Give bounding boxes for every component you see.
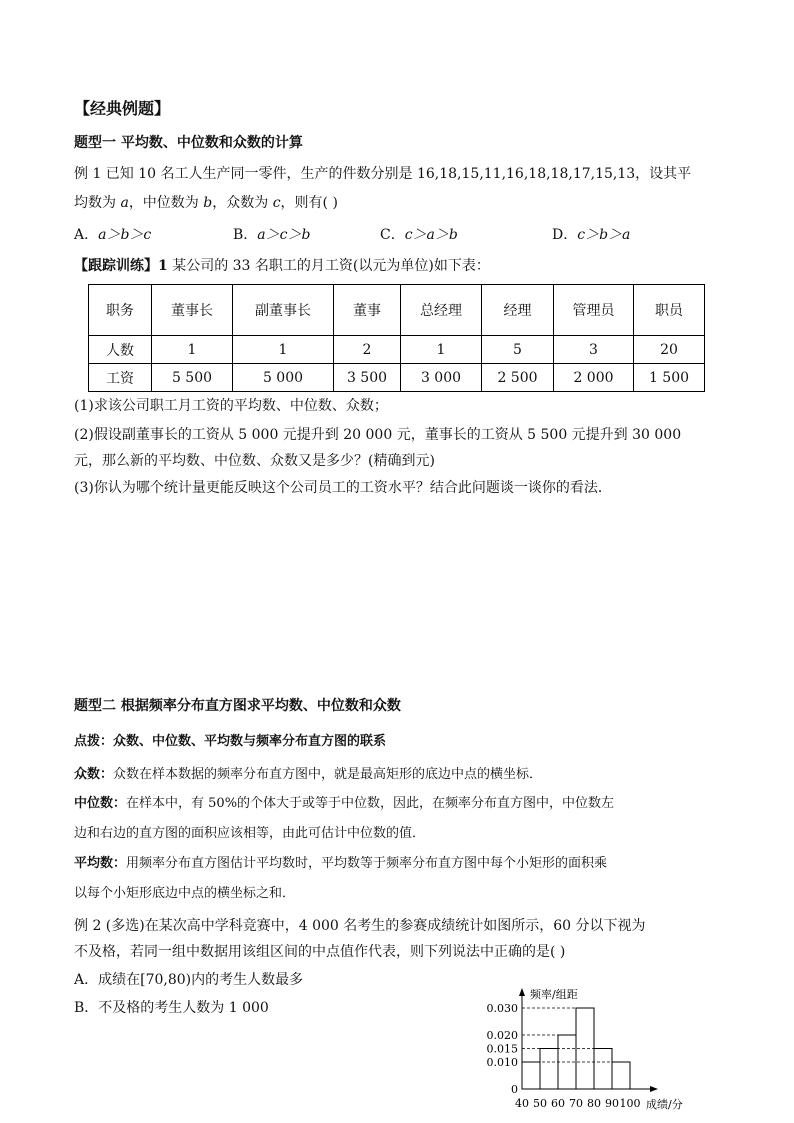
option-c: [380, 225, 458, 245]
mode-line: [74, 763, 542, 782]
median-line2: 边和右边的直方图的面积应该相等，由此可估计中位数的值．: [74, 826, 426, 841]
histogram-bar: [612, 1062, 630, 1089]
table-cell: 管理员: [554, 285, 634, 336]
practice-text: 某公司的 33 名职工的月工资(以元为单位)如下表：: [167, 258, 490, 274]
table-cell: 5 500: [152, 364, 233, 392]
var-c: c: [272, 195, 281, 211]
question-2-line1: (2)假设副董事长的工资从 5 000 元提升到 20 000 元，董事长的工资从 5 500 元提升到 30 000: [74, 427, 682, 443]
option-b-label: B．: [233, 227, 258, 243]
x-tick-label: 80: [587, 1097, 601, 1110]
x-axis-label: 成绩/分: [646, 1098, 683, 1111]
example2-line1: 例 2 (多选)在某次高中学科竞赛中，4 000 名考生的参赛成绩统计如图所示，60 分以下视为: [74, 918, 646, 934]
example2-option-b: B．不及格的考生人数为 1 000: [74, 1000, 269, 1016]
x-tick-label: 50: [533, 1097, 547, 1110]
x-tick-label: 100: [619, 1097, 641, 1110]
option-d-text: c＞b＞a: [577, 227, 631, 243]
option-d-label: D．: [552, 227, 578, 243]
table-cell: 董事: [334, 285, 401, 336]
histogram-bar: [594, 1049, 612, 1090]
example1-text-d: ，则有( ): [280, 195, 338, 211]
table-cell: 总经理: [401, 285, 482, 336]
type2-title: 题型二 根据频率分布直方图求平均数、中位数和众数: [74, 698, 401, 714]
table-cell: 职员: [634, 285, 705, 336]
option-b-text: a＞c＞b: [257, 227, 311, 243]
table-cell: 5 000: [233, 364, 334, 392]
example2-line2: 不及格，若同一组中数据用该组区间的中点值作代表，则下列说法中正确的是( ): [74, 944, 566, 960]
mean-line1: [74, 852, 607, 871]
example2-option-a: A．成绩在[70,80)内的考生人数最多: [74, 972, 304, 988]
option-a-label: A．: [74, 227, 99, 243]
histogram-bar: [540, 1049, 558, 1090]
question-3: (3)你认为哪个统计量更能反映这个公司员工的工资水平？结合此问题谈一谈你的看法．: [74, 480, 612, 496]
example1-text-c: ，众数为: [212, 195, 273, 211]
question-1: (1)求该公司职工月工资的平均数、中位数、众数；: [74, 398, 388, 414]
frequency-histogram: [470, 982, 720, 1122]
table-cell: 1: [233, 336, 334, 364]
table-cell: 职务: [89, 285, 152, 336]
table-cell: 5: [482, 336, 554, 364]
table-cell: 2 000: [554, 364, 634, 392]
origin-label: 0: [511, 1083, 518, 1096]
option-b: [233, 225, 310, 245]
median-label: 中位数：: [74, 796, 127, 811]
x-tick-label: 90: [605, 1097, 619, 1110]
y-axis-arrow: [519, 988, 525, 996]
question-2-line2: 元，那么新的平均数、中位数、众数又是多少？(精确到元): [74, 453, 435, 469]
x-tick-label: 60: [551, 1097, 565, 1110]
table-row-count: [89, 336, 705, 364]
y-tick-label: 0.030: [486, 1002, 518, 1015]
option-a: [74, 225, 151, 245]
example1-line2: [74, 193, 338, 213]
y-tick-label: 0.020: [486, 1029, 518, 1042]
mode-label: 众数：: [74, 767, 114, 782]
tip-line: 点拨：众数、中位数、平均数与频率分布直方图的联系: [74, 734, 387, 749]
table-row-wage: [89, 364, 705, 392]
y-tick-label: 0.010: [486, 1056, 518, 1069]
table-cell: 3: [554, 336, 634, 364]
practice-line: [74, 256, 490, 276]
table-cell: 人数: [89, 336, 152, 364]
y-tick-label: 0.015: [486, 1042, 518, 1056]
wage-table: [88, 284, 705, 392]
table-cell: 董事长: [152, 285, 233, 336]
x-tick-label: 40: [515, 1097, 529, 1110]
option-a-text: a＞b＞c: [98, 227, 152, 243]
mean-text1: 用频率分布直方图估计平均数时，平均数等于频率分布直方图中每个小矩形的面积乘: [126, 856, 608, 871]
mean-line2: 以每个小矩形底边中点的横坐标之和．: [74, 886, 296, 901]
table-cell: 副董事长: [233, 285, 334, 336]
practice-title: 【跟踪训练】1: [74, 258, 168, 274]
table-cell: 1 500: [634, 364, 705, 392]
option-d: [552, 225, 630, 245]
x-axis-arrow: [650, 1086, 658, 1092]
table-cell: 20: [634, 336, 705, 364]
option-c-text: c＞a＞b: [404, 227, 458, 243]
mode-text: 众数在样本数据的频率分布直方图中，就是最高矩形的底边中点的横坐标．: [113, 767, 543, 782]
table-cell: 2: [334, 336, 401, 364]
var-b: b: [203, 195, 213, 211]
table-cell: 1: [401, 336, 482, 364]
x-tick-label: 70: [569, 1097, 583, 1110]
table-cell: 工资: [89, 364, 152, 392]
y-axis-label: 频率/组距: [530, 988, 578, 1001]
var-a: a: [120, 195, 129, 211]
example1-text-a: 均数为: [74, 195, 121, 211]
table-cell: 1: [152, 336, 233, 364]
section-title: 【经典例题】: [74, 99, 171, 118]
table-row-header: [89, 285, 705, 336]
example1-text-b: ，中位数为: [128, 195, 204, 211]
type1-title: 题型一 平均数、中位数和众数的计算: [74, 135, 303, 151]
median-line1: [74, 792, 614, 811]
table-cell: 经理: [482, 285, 554, 336]
mean-label: 平均数：: [74, 856, 127, 871]
table-cell: 3 000: [401, 364, 482, 392]
histogram-bar: [522, 1062, 540, 1089]
table-cell: 2 500: [482, 364, 554, 392]
example1-line1: 例 1 已知 10 名工人生产同一零件，生产的件数分别是 16,18,15,11,16,18,18,17,15,13，设其平: [74, 166, 692, 182]
median-text1: 在样本中，有 50%的个体大于或等于中位数，因此，在频率分布直方图中，中位数左: [126, 796, 615, 811]
table-cell: 3 500: [334, 364, 401, 392]
option-c-label: C．: [380, 227, 405, 243]
